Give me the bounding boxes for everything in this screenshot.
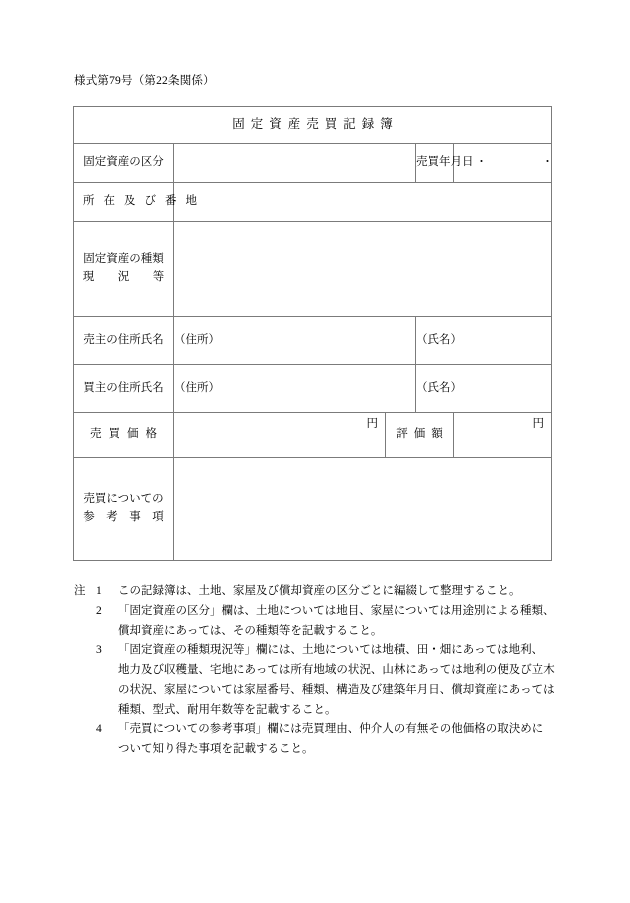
note-line: この記録簿は、土地、家屋及び償却資産の区分ごとに編綴して整理すること。 xyxy=(118,585,521,597)
input-seller-name[interactable]: （氏名） xyxy=(416,317,552,365)
input-sale-date[interactable] xyxy=(454,144,575,183)
label-location-text: 所在及び番地 xyxy=(83,195,206,208)
table-row-title xyxy=(74,107,552,144)
table-row-price xyxy=(74,413,552,458)
document-title-cell xyxy=(74,107,552,144)
note-marker xyxy=(74,602,110,622)
page-title xyxy=(226,115,399,134)
label-asset-type-line1: 固定資産の種類 xyxy=(83,253,164,266)
note-line: 「売買についての参考事項」欄には売買理由、仲介人の有無その他価格の取決めに xyxy=(118,723,544,736)
label-sale-price-text: 売買価格 xyxy=(90,428,164,441)
note-item xyxy=(74,720,574,760)
input-asset-category[interactable] xyxy=(174,144,416,183)
note-number: 2 xyxy=(96,604,102,617)
input-buyer-name[interactable]: （氏名） xyxy=(416,365,552,413)
label-remarks-line1: 売買についての xyxy=(83,493,164,506)
label-asset-category: 固定資産の区分 xyxy=(74,144,174,183)
note-line: 地力及び収穫量、宅地にあっては所有地域の状況、山林にあっては地利の便及び立木 xyxy=(118,664,555,677)
assessed-value-currency-unit: 円 xyxy=(532,418,544,430)
input-location[interactable] xyxy=(174,183,552,222)
note-number: 4 xyxy=(96,723,102,736)
input-remarks[interactable] xyxy=(174,458,552,561)
note-marker xyxy=(74,582,110,602)
label-buyer: 買主の住所氏名 xyxy=(74,365,174,413)
note-item xyxy=(74,582,574,602)
input-seller-address[interactable]: （住所） xyxy=(174,317,416,365)
table-row-remarks xyxy=(74,458,552,561)
note-line: 償却資産にあっては、その種類等を記載すること。 xyxy=(118,624,383,637)
table-row-seller xyxy=(74,317,552,365)
label-assessed-value-text: 評価額 xyxy=(396,428,449,441)
table-row-location xyxy=(74,183,552,222)
note-item xyxy=(74,602,574,642)
note-line: 「固定資産の種類現況等」欄には、土地については地積、田・畑にあっては地利、 xyxy=(118,644,544,657)
table-row-asset-type-condition xyxy=(74,222,552,317)
input-buyer-address[interactable]: （住所） xyxy=(174,365,416,413)
note-line: 「固定資産の区分」欄は、土地については地目、家屋については用途別による種類、 xyxy=(118,604,555,617)
table-row-buyer xyxy=(74,365,552,413)
input-sale-price[interactable] xyxy=(174,413,386,458)
fixed-asset-sale-record-table xyxy=(73,106,575,561)
label-seller: 売主の住所氏名 xyxy=(74,317,174,365)
note-marker xyxy=(74,641,110,661)
sale-date-dots: ・ ・ xyxy=(476,156,575,169)
label-asset-type-line2: 現 況 等 xyxy=(82,271,171,283)
table-row-asset-category xyxy=(74,144,552,183)
note-line: ついて知り得た事項を記載すること。 xyxy=(118,743,314,756)
label-sale-date: 売買年月日 xyxy=(416,144,454,183)
label-sale-price xyxy=(74,413,174,458)
note-line: 種類、型式、耐用年数等を記載すること。 xyxy=(118,703,337,716)
page-title-text: 固定資産売買記録簿 xyxy=(232,117,399,132)
input-assessed-value[interactable] xyxy=(454,413,552,458)
note-marker xyxy=(74,720,110,740)
note-number: 1 xyxy=(96,585,102,597)
notes-section xyxy=(74,582,574,760)
label-location xyxy=(74,183,206,222)
note-item xyxy=(74,641,574,720)
input-asset-type-condition[interactable] xyxy=(174,222,552,317)
notes-heading-marker: 注 xyxy=(74,585,86,597)
sale-price-currency-unit: 円 xyxy=(366,418,378,430)
label-assessed-value xyxy=(386,413,454,458)
label-remarks xyxy=(74,458,174,561)
note-line: の状況、家屋については家屋番号、種類、構造及び建築年月日、償却資産にあっては xyxy=(118,683,555,696)
label-asset-type-condition xyxy=(74,222,174,317)
note-number: 3 xyxy=(96,644,102,657)
label-remarks-line2: 参 考 事 項 xyxy=(83,511,164,523)
form-number: 様式第79号（第22条関係） xyxy=(74,75,215,87)
